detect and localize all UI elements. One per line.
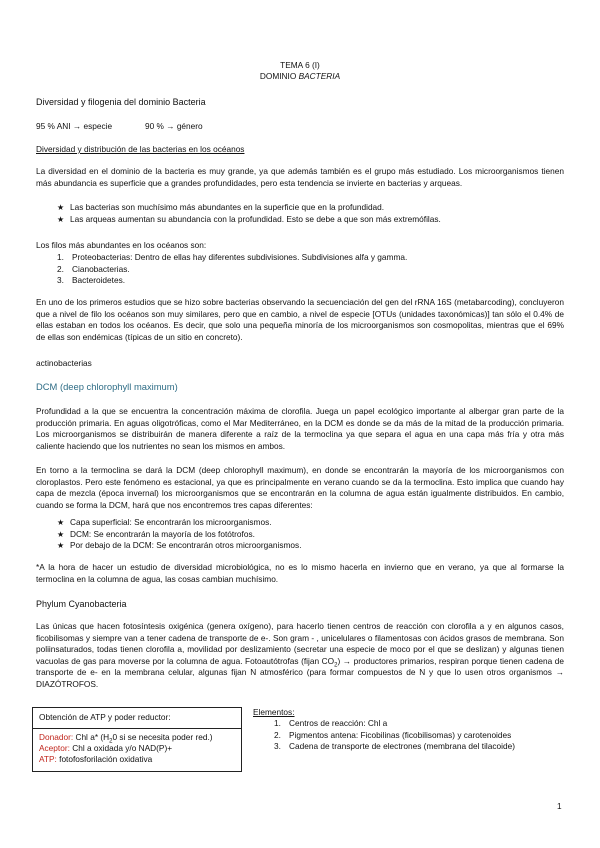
star-bullet-icon: ★ bbox=[57, 203, 65, 212]
list-item: ★ Las arqueas aumentan su abundancia con la profundidad. Esto se debe a que son más extremófilas. bbox=[57, 213, 441, 224]
star-bullet-icon: ★ bbox=[57, 518, 65, 527]
section-title-filogenia: Diversidad y filogenia del dominio Bacteria bbox=[36, 97, 206, 107]
star-bullet-icon: ★ bbox=[57, 214, 65, 224]
ani-species-note: 95 % ANI → especie bbox=[36, 121, 113, 131]
atp-box-atp: ATP: fotofosforilación oxidativa bbox=[39, 754, 153, 764]
star-bullet-icon: ★ bbox=[57, 541, 65, 551]
atp-box-aceptor: Aceptor: Chl a oxidada y/o NAD(P)+ bbox=[39, 743, 173, 753]
list-item: ★ Por debajo de la DCM: Se encontrarán otros microorganismos. bbox=[57, 540, 302, 551]
star-bullet-icon: ★ bbox=[57, 529, 65, 539]
section-title-dcm: DCM (deep chlorophyll maximum) bbox=[36, 381, 178, 392]
atp-box-title: Obtención de ATP y poder reductor: bbox=[39, 712, 171, 722]
section-title-oceanos: Diversidad y distribución de las bacterias en los océanos bbox=[36, 144, 245, 154]
domain-title: DOMINIO BACTERIA bbox=[259, 71, 341, 81]
elementos-title: Elementos: bbox=[253, 707, 295, 717]
list-item: ★ DCM: Se encontrarán la mayoría de los fotótrofos. bbox=[57, 528, 255, 539]
numbered-list-elementos bbox=[274, 718, 569, 753]
list-item: 2. Cianobacterias. bbox=[57, 263, 130, 274]
topic-number: TEMA 6 (I) bbox=[280, 60, 320, 70]
page-number: 1 bbox=[557, 801, 562, 811]
list-item: ★ Capa superficial: Se encontrarán los microorganismos. bbox=[57, 517, 272, 527]
list-item: 1. Centros de reacción: Chl a bbox=[274, 718, 388, 728]
domain-title-italic: BACTERIA bbox=[298, 71, 341, 81]
filos-intro: Los filos más abundantes en los océanos son: bbox=[36, 240, 207, 250]
genus-note: 90 % → género bbox=[145, 121, 203, 131]
paragraph-diversidad: La diversidad en el dominio de la bacteria es muy grande, ya que además también es el grupo más estudiado. Los microorganismos tienen más abundancia es superficie que a grandes profundidades, pero esta tendencia se invierte en bacterias y arqueas. bbox=[36, 166, 564, 188]
atp-box-donador: Donador: Chl a* ($H_20$ si se necesita poder red.) bbox=[39, 732, 213, 745]
paragraph-dcm-termoclina: En torno a la termoclina se dará la DCM (deep chlorophyll maximum), en donde se encontrarán la mayoría de los microorganismos con cloroplastos. Pero este fenómeno es estacional, ya que es principalmente en verano cuando se da la termoclina. Esto implica que cuando hay capa de mezcla (época invernal) los microorganismos que se encontrarán en la columna de agua están igualmente distribuidos. En cambio, cuando se forma la DCM, hará que nos encontremos tres capas diferentes: bbox=[36, 465, 564, 510]
atp-box-header bbox=[32, 707, 242, 729]
numbered-list-filos bbox=[57, 252, 562, 287]
bullet-list-abundancia bbox=[57, 202, 564, 225]
list-item: 3. Bacteroidetes. bbox=[57, 275, 126, 286]
list-item: ★ Las bacterias son muchísimo más abundantes en la superficie que en la profundidad. bbox=[57, 202, 385, 212]
list-item: 3. Cadena de transporte de electrones (membrana del tilacoide) bbox=[274, 741, 515, 752]
actinobacterias-note: actinobacterias bbox=[36, 358, 92, 368]
paragraph-dcm-definicion: Profundidad a la que se encuentra la concentración máxima de clorofila. Juega un papel ecológico importante al albergar gran parte de la producción primaria. En aguas oligotróficas, como el Mar Mediterráneo, en la DCM es donde se da más de la mitad de la producción primaria. Los microorganismos se distribuirán de manera diferente a raíz de la termoclina ya que separa el agua en una capa más fría y otra más caliente haciendo que los nutrientes no sean los mismos en ambos. bbox=[36, 406, 564, 451]
paragraph-estudio-16s: En uno de los primeros estudios que se hizo sobre bacterias observando la secuenciación del gen del rRNA 16S (metabarcoding), concluyeron que a nivel de filo los océanos son muy similares, pero que en cambio, a nivel de especie [OTUs (unidades taxonómicas)] tan sólo el 0.4% de ellas estaban en todos los océanos. Es decir, que solo una pequeña minoría de los microorganismos son cosmopolitas, mientras que el 69% de ellas son endémicas (típicas de un sitio en concreto). bbox=[36, 297, 564, 342]
list-item: 2. Pigmentos antena: Ficobilinas (ficobilisomas) y carotenoides bbox=[274, 729, 512, 740]
paragraph-cyanobacteria: Las únicas que hacen fotosíntesis oxigénica (genera oxígeno), para hacerlo tienen centros de reacción con clorofila a y en algunos casos, ficobilisomas y siempre van a tener cadena de transporte de e-. Son gram - , unicelulares o filamentosas con ácidos grasos de membrana. Son poliinsaturados, todas tienen clorofila a, movilidad por deslizamiento (secretar una especie de moco por el que se deslizan) y algunas tienen vacuolas de gas para moverse por la columna de agua. Fotoautótrofas (fijan $CO_2$) → productores primarios, respiran porque tienen cadena de transporte de e- en la membrana celular, algunas fijan N atmosférico (para formar compuestos de N y que lo usen otros organismos → DIAZÓTROFOS. bbox=[36, 621, 564, 689]
atp-box-body bbox=[32, 728, 242, 772]
bullet-list-capas bbox=[57, 517, 564, 552]
note-estudio-diversidad: *A la hora de hacer un estudio de diversidad microbiológica, no es lo mismo hacerla en invierno que en verano, ya que al formarse la termoclina en la columna de agua, las cosas cambian muchísimo. bbox=[36, 562, 564, 584]
section-title-cyanobacteria: Phylum Cyanobacteria bbox=[36, 599, 127, 609]
list-item: 1. Proteobacterias: Dentro de ellas hay diferentes subdivisiones. Subdivisiones alfa y gamma. bbox=[57, 252, 408, 262]
